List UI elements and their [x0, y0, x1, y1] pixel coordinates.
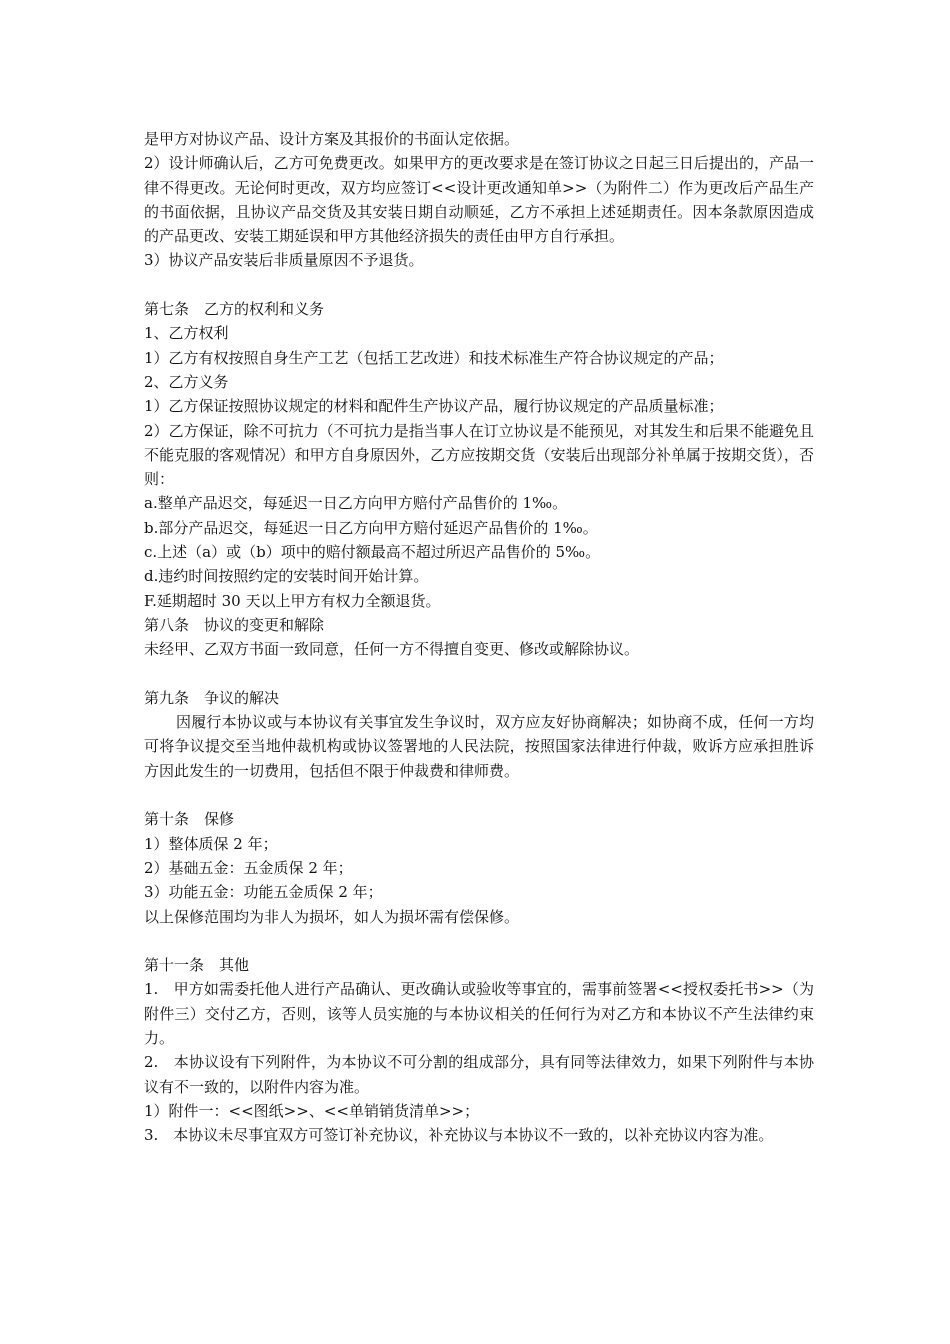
- article-11-title: 第十一条 其他: [144, 956, 250, 975]
- article-8-title: 第八条 协议的变更和解除: [144, 615, 325, 634]
- article-10-title: 第十条 保修: [144, 810, 235, 829]
- spacer: [144, 929, 814, 953]
- article-11-item-2: 2. 本协议设有下列附件，为本协议不可分割的组成部分，具有同等法律效力，如果下列附件与本协议有不一致的，以附件内容为准。: [144, 1053, 814, 1096]
- article-9-body: 因履行本协议或与本协议有关事宜发生争议时，双方应友好协商解决；如协商不成，任何一方均可将争议提交至当地仲裁机构或协议签署地的人民法院，按照国家法律进行仲裁，败诉方应承担胜诉方因此发生的一切费用，包括但不限于仲裁费和律师费。: [144, 713, 814, 780]
- article-11-attachment-1: 1）附件一：<<图纸>>、<<单销销货清单>>；: [144, 1101, 480, 1120]
- item-3-no-return: 3）协议产品安装后非质量原因不予退货。: [144, 251, 424, 270]
- article-10-item-2: 2）基础五金：五金质保 2 年；: [144, 858, 353, 877]
- article-10-item-3: 3）功能五金：功能五金质保 2 年；: [144, 883, 383, 902]
- article-7-title: 第七条 乙方的权利和义务: [144, 300, 325, 319]
- continuation-text: 是甲方对协议产品、设计方案及其报价的书面认定依据。: [144, 130, 520, 148]
- spacer: [144, 783, 814, 807]
- article-7-clause-b: b.部分产品迟交，每延迟一日乙方向甲方赔付延迟产品售价的 1‰。: [144, 518, 598, 537]
- article-11-item-3: 3. 本协议未尽事宜双方可签订补充协议，补充协议与本协议不一致的，以补充协议内容为准。: [144, 1126, 774, 1145]
- spacer: [144, 273, 814, 297]
- article-7-duty-2: 2）乙方保证，除不可抗力（不可抗力是指当事人在订立协议是不能预见，对其发生和后果不能避免且不能克服的客观情况）和甲方自身原因外，乙方应按期交货（安装后出现部分补单属于按期交货），否则：: [144, 421, 814, 489]
- item-2-design-change: 2）设计师确认后，乙方可免费更改。如果甲方的更改要求是在签订协议之日起三日后提出的，产品一律不得更改。无论何时更改，双方均应签订<<设计更改通知单>>（为附件二）作为更改后产品生产的书面依据，且协议产品交货及其安装日期自动顺延，乙方不承担上述延期责任。因本条款原因造成的产品更改、安装工期延误和甲方其他经济损失的责任由甲方自行承担。: [144, 154, 814, 246]
- article-11-item-1: 1. 甲方如需委托他人进行产品确认、更改确认或验收等事宜的，需事前签署<<授权委托书>>（为附件三）交付乙方，否则，该等人员实施的与本协议相关的任何行为对乙方和本协议不产生法律约束力。: [144, 980, 814, 1047]
- article-9-title: 第九条 争议的解决: [144, 688, 280, 707]
- article-7-duty-1: 1）乙方保证按照协议规定的材料和配件生产协议产品，履行协议规定的产品质量标准；: [144, 397, 724, 416]
- article-10-item-1: 1）整体质保 2 年；: [144, 834, 278, 853]
- article-8-body: 未经甲、乙双方书面一致同意，任何一方不得擅自变更、修改或解除协议。: [144, 640, 640, 659]
- agreement-page: [144, 127, 814, 1147]
- article-7-duties-heading: 2、乙方义务: [144, 372, 229, 391]
- article-7-right-1: 1）乙方有权按照自身生产工艺（包括工艺改进）和技术标准生产符合协议规定的产品；: [144, 348, 724, 367]
- article-10-note: 以上保修范围均为非人为损坏，如人为损坏需有偿保修。: [144, 907, 520, 926]
- article-7-clause-c: c.上述（a）或（b）项中的赔付额最高不超过所迟产品售价的 5‰。: [144, 543, 601, 562]
- spacer: [144, 662, 814, 686]
- article-7-clause-d: d.违约时间按照约定的安装时间开始计算。: [144, 567, 429, 586]
- article-7-clause-f: F.延期超时 30 天以上甲方有权力全额退货。: [144, 591, 441, 610]
- article-7-clause-a: a.整单产品迟交，每延迟一日乙方向甲方赔付产品售价的 1‰。: [144, 494, 568, 513]
- article-7-rights-heading: 1、乙方权利: [144, 324, 229, 343]
